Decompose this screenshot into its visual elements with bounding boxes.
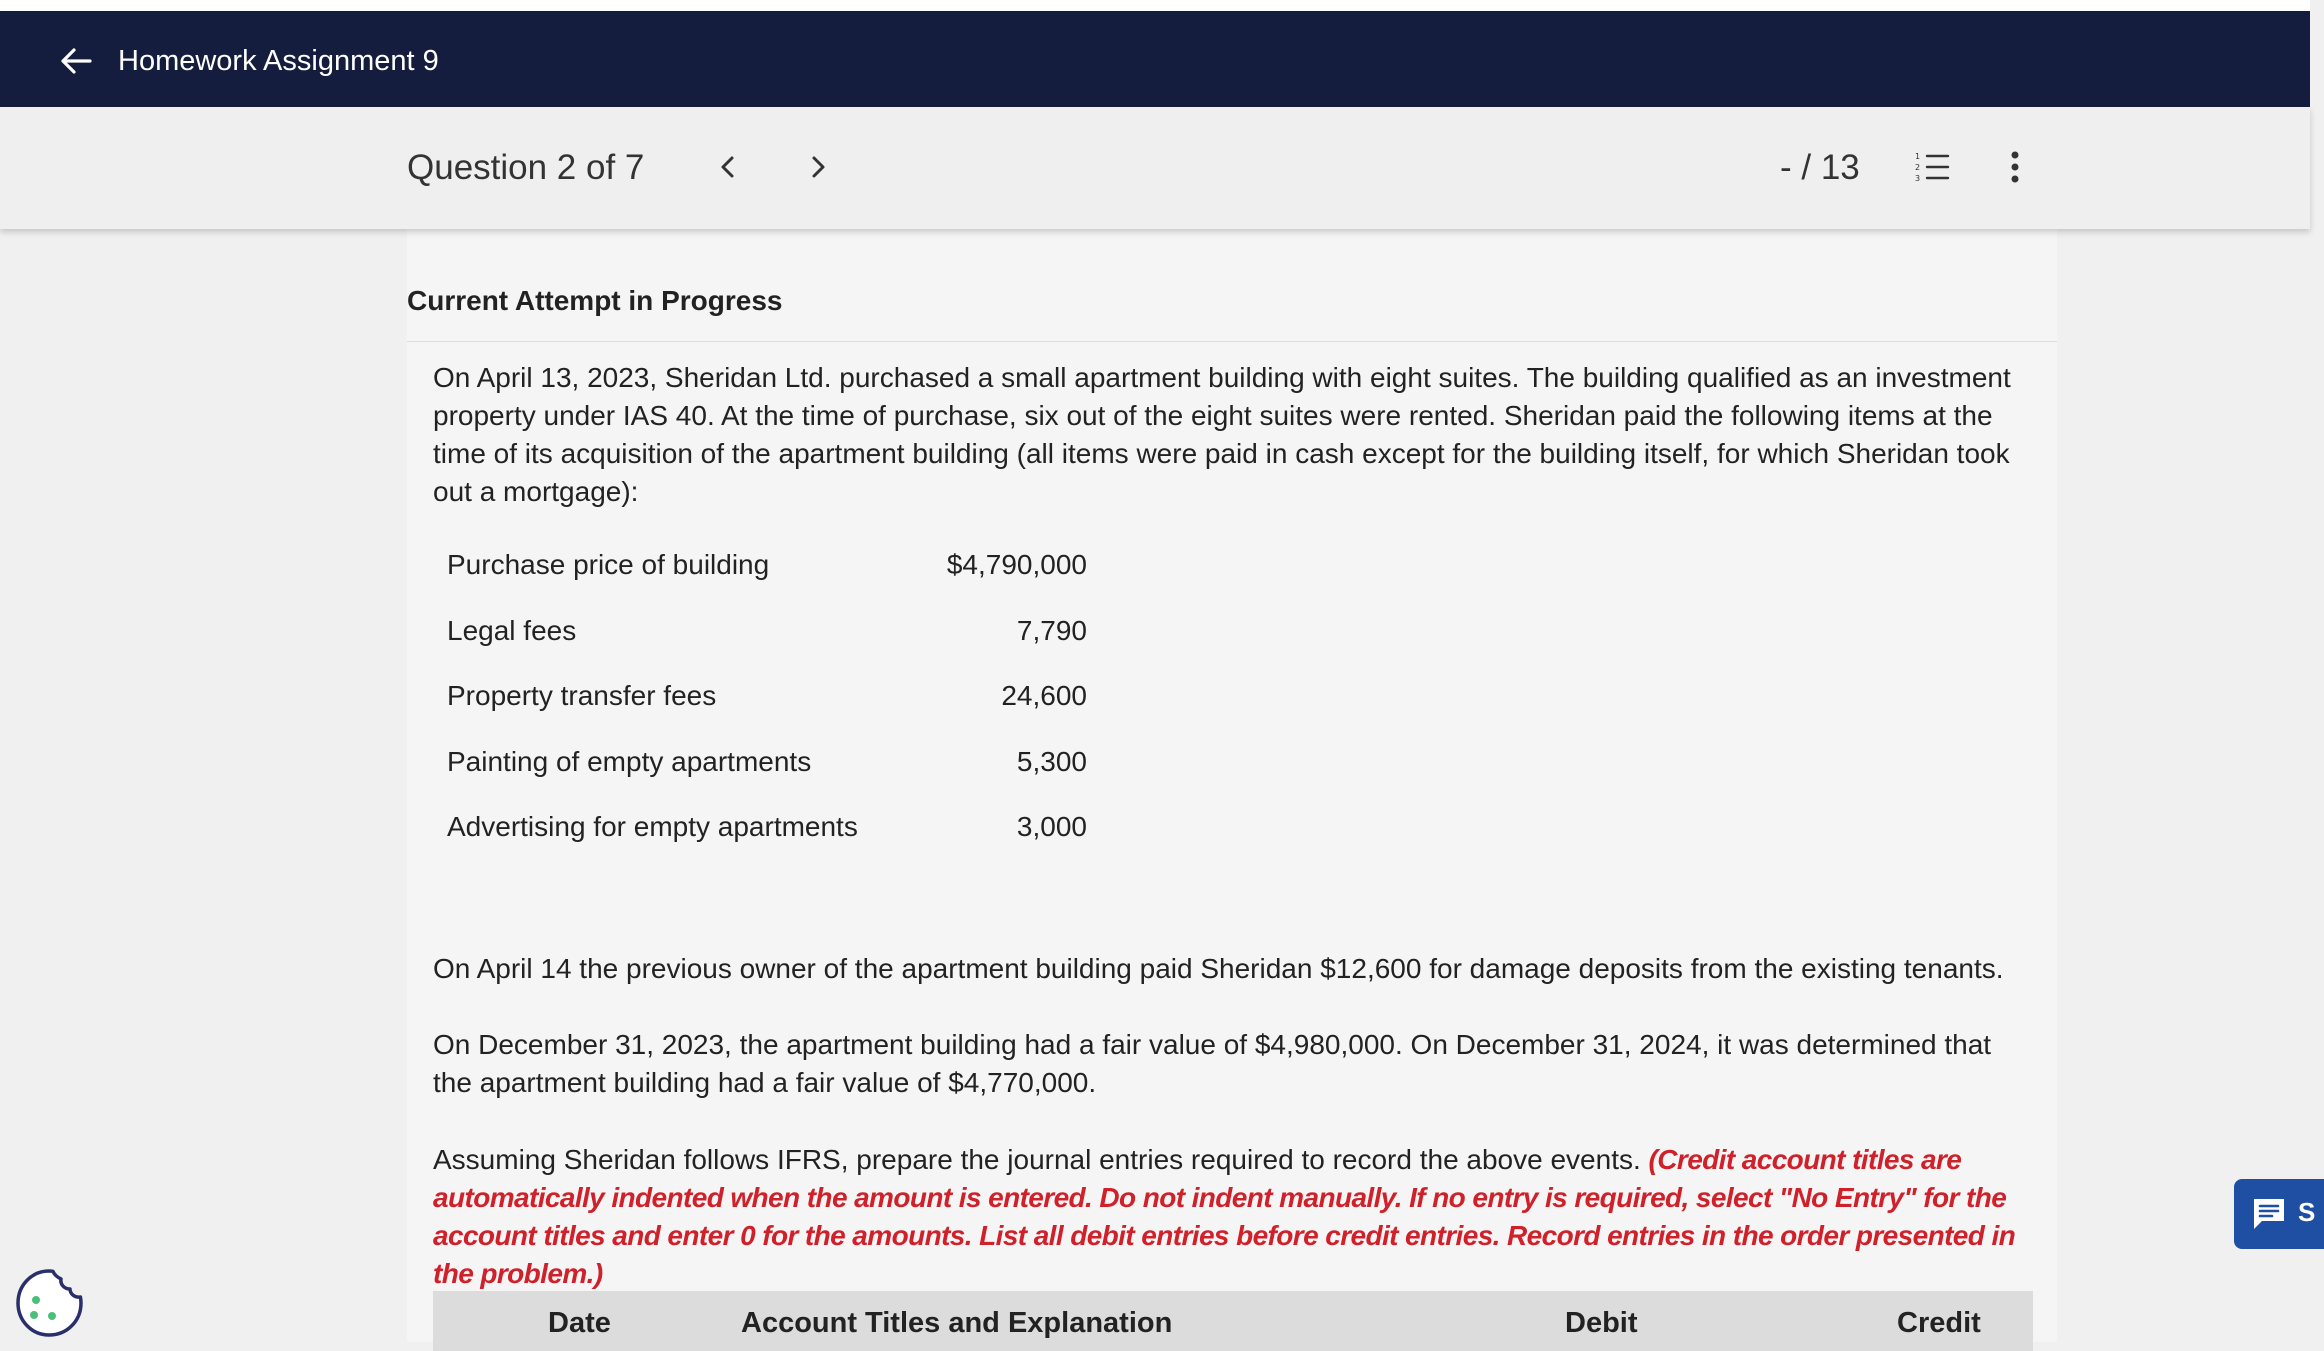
cookie-icon[interactable]: [12, 1266, 86, 1340]
chat-label: S: [2298, 1197, 2316, 1227]
cost-list: [447, 545, 1087, 873]
chat-button[interactable]: [2234, 1179, 2324, 1249]
cost-amount: $4,790,000: [946, 549, 1087, 580]
column-header-debit: Debit: [1565, 1307, 1638, 1339]
cost-label: Legal fees: [447, 614, 577, 646]
question-nav-bar: [0, 107, 2310, 229]
svg-text:2: 2: [1915, 163, 1921, 172]
app-bar: [0, 11, 2310, 107]
svg-text:3: 3: [1915, 174, 1921, 183]
question-counter: Question 2 of 7: [407, 148, 645, 187]
problem-intro: On April 13, 2023, Sheridan Ltd. purchased a small apartment building with eight suites. The building qualified as an investment property under IAS 40. At the time of purchase, six out of the eight suites were rented. Sheridan paid the following items at the time of its acquisition of the apartment building (all items were paid in cash except for the building itself, for which Sheridan took out a mortgage):: [433, 362, 2011, 507]
column-header-credit: Credit: [1897, 1307, 1981, 1339]
attempt-heading: Current Attempt in Progress: [407, 285, 783, 316]
svg-text:1: 1: [1915, 152, 1921, 161]
deposit-note: On April 14 the previous owner of the apartment building paid Sheridan $12,600 for damage deposits from the existing tenants.: [433, 953, 2004, 984]
more-vertical-icon[interactable]: [2000, 147, 2030, 187]
column-header-account: Account Titles and Explanation: [741, 1307, 1173, 1339]
cost-label: Painting of empty apartments: [447, 745, 812, 777]
cost-label: Purchase price of building: [447, 549, 770, 580]
cost-amount: 7,790: [1016, 614, 1087, 646]
cost-label: Property transfer fees: [447, 680, 717, 711]
journal-table-header: [433, 1291, 2033, 1351]
chevron-right-icon[interactable]: [798, 147, 838, 187]
cost-label: Advertising for empty apartments: [447, 811, 858, 842]
cost-row: [447, 676, 1087, 742]
fair-value-note: On December 31, 2023, the apartment building had a fair value of $4,980,000. On December 31, 2024, it was determined that the apartment building had a fair value of $4,770,000.: [433, 1029, 1992, 1098]
instruction: [433, 1141, 2033, 1293]
list-icon[interactable]: [1912, 147, 1952, 187]
cost-row: [447, 742, 1087, 808]
cost-amount: 5,300: [1016, 745, 1087, 777]
cost-amount: 3,000: [1016, 811, 1087, 842]
question-content: [407, 229, 2057, 1342]
score-display: - / 13: [1780, 148, 1860, 187]
instruction-text: Assuming Sheridan follows IFRS, prepare the journal entries required to record the above events.: [433, 1144, 1649, 1175]
arrow-left-icon[interactable]: [56, 41, 96, 81]
instruction-warning: (Credit account titles are automatically indented when the amount is entered. Do not indent manually. If no entry is required, select "No Entry" for the account titles and enter 0 for the amounts. List all debit entries before credit entries. Record entries in the order presented in the problem.): [433, 1144, 2016, 1289]
chevron-left-icon[interactable]: [708, 147, 748, 187]
cost-row: [447, 807, 1087, 873]
divider: [407, 341, 2057, 342]
column-header-date: Date: [548, 1307, 611, 1339]
top-strip: [0, 0, 2310, 11]
cost-row: [447, 545, 1087, 611]
assignment-title: Homework Assignment 9: [118, 45, 439, 77]
cost-row: [447, 611, 1087, 677]
chat-icon: [2250, 1195, 2288, 1233]
cost-amount: 24,600: [1001, 680, 1087, 711]
